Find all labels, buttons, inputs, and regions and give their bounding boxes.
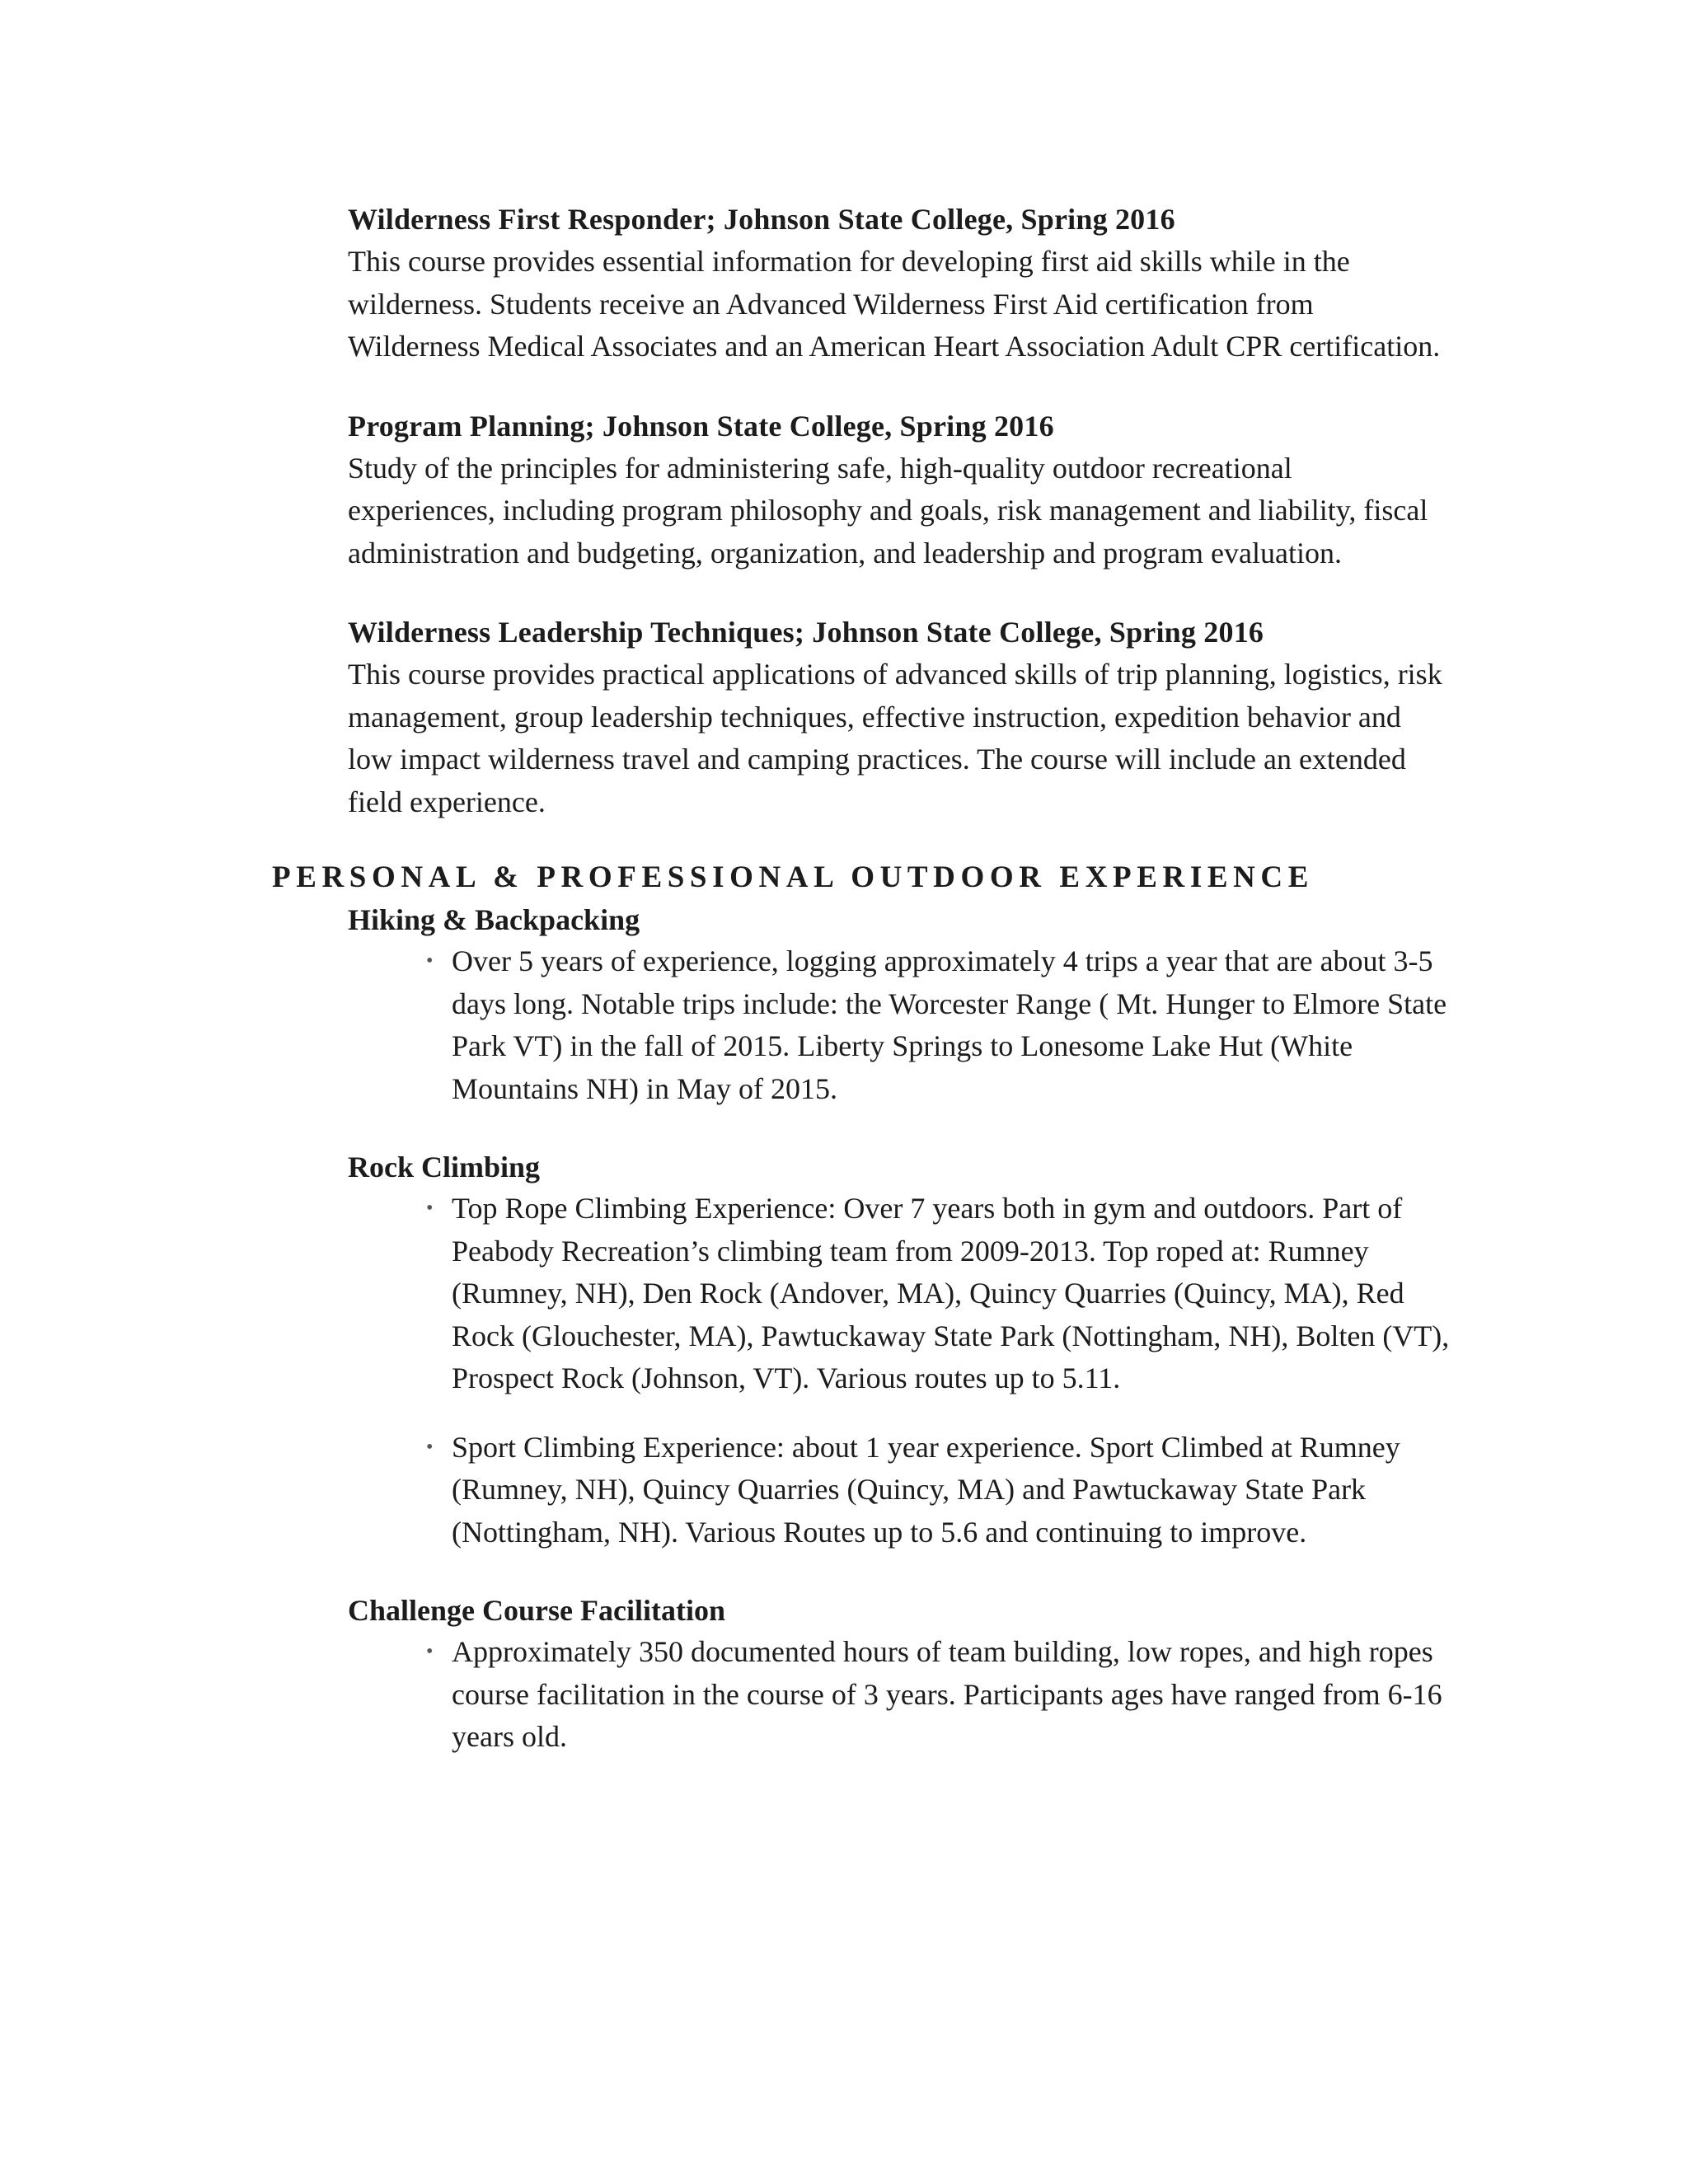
section-heading-outdoor-experience: PERSONAL & PROFESSIONAL OUTDOOR EXPERIENCE — [272, 860, 1315, 894]
bullet-item — [348, 1427, 1461, 1554]
bullet-icon: • — [426, 1641, 434, 1662]
bullet-icon: • — [426, 1197, 434, 1219]
bullet-list — [348, 940, 1461, 1110]
activity-title: Rock Climbing — [348, 1151, 541, 1183]
activity-hiking-backpacking — [348, 899, 1461, 1110]
activity-title: Hiking & Backpacking — [348, 903, 640, 936]
activity-challenge-course — [348, 1590, 1461, 1759]
course-title: Wilderness Leadership Techniques; Johnson State College, Spring 2016 — [348, 616, 1264, 649]
bullet-list — [348, 1188, 1461, 1554]
course-entry — [348, 198, 1444, 368]
bullet-item — [348, 1188, 1461, 1400]
bullet-icon: • — [426, 950, 434, 972]
course-description: This course provides practical applications of advanced skills of trip planning, logistics, risk management, group leadership techniques, effective instruction, expedition behavior and low impact wilderness travel and camping practices. The course will include an extended field experience. — [348, 658, 1442, 818]
bullet-item — [348, 1631, 1461, 1759]
course-entry — [348, 405, 1444, 575]
page-content — [0, 198, 1688, 1795]
course-description: This course provides essential information for developing first aid skills while in the wilderness. Students receive an Advanced Wilderness First Aid certification from Wilderness Medical Associates and an American Heart Association Adult CPR certification. — [348, 245, 1441, 363]
course-entry — [348, 611, 1444, 823]
bullet-icon: • — [426, 1436, 434, 1458]
course-title: Program Planning; Johnson State College, Spring 2016 — [348, 409, 1054, 443]
activity-title: Challenge Course Facilitation — [348, 1594, 725, 1627]
bullet-list — [348, 1631, 1461, 1759]
bullet-text: Top Rope Climbing Experience: Over 7 years both in gym and outdoors. Part of Peabody Recreation’s climbing team from 2009-2013. Top roped at: Rumney (Rumney, NH), Den Rock (Andover, MA), Quincy Quarries (Quincy, MA), Red Rock (Glouchester, MA), Pawtuckaway State Park (Nottingham, NH), Bolten (VT), Prospect Rock (Johnson, VT). Various routes up to 5.11. — [452, 1192, 1450, 1394]
bullet-text: Approximately 350 documented hours of team building, low ropes, and high ropes course facilitation in the course of 3 years. Participants ages have ranged from 6-16 years old. — [452, 1635, 1442, 1753]
bullet-text: Over 5 years of experience, logging approximately 4 trips a year that are about 3-5 days long. Notable trips include: the Worcester Range ( Mt. Hunger to Elmore State Park VT) in the fall of 2015. Liberty Springs to Lonesome Lake Hut (White Mountains NH) in May of 2015. — [452, 944, 1447, 1105]
activity-rock-climbing — [348, 1146, 1461, 1554]
course-title: Wilderness First Responder; Johnson State College, Spring 2016 — [348, 203, 1175, 236]
bullet-text: Sport Climbing Experience: about 1 year experience. Sport Climbed at Rumney (Rumney, NH), Quincy Quarries (Quincy, MA) and Pawtuckaway State Park (Nottingham, NH). Various Routes up to 5.6 and continuing to improve. — [452, 1430, 1400, 1549]
course-description: Study of the principles for administering safe, high-quality outdoor recreational experiences, including program philosophy and goals, risk management and liability, fiscal administration and budgeting, organization, and leadership and program evaluation. — [348, 451, 1428, 569]
bullet-item — [348, 940, 1461, 1110]
